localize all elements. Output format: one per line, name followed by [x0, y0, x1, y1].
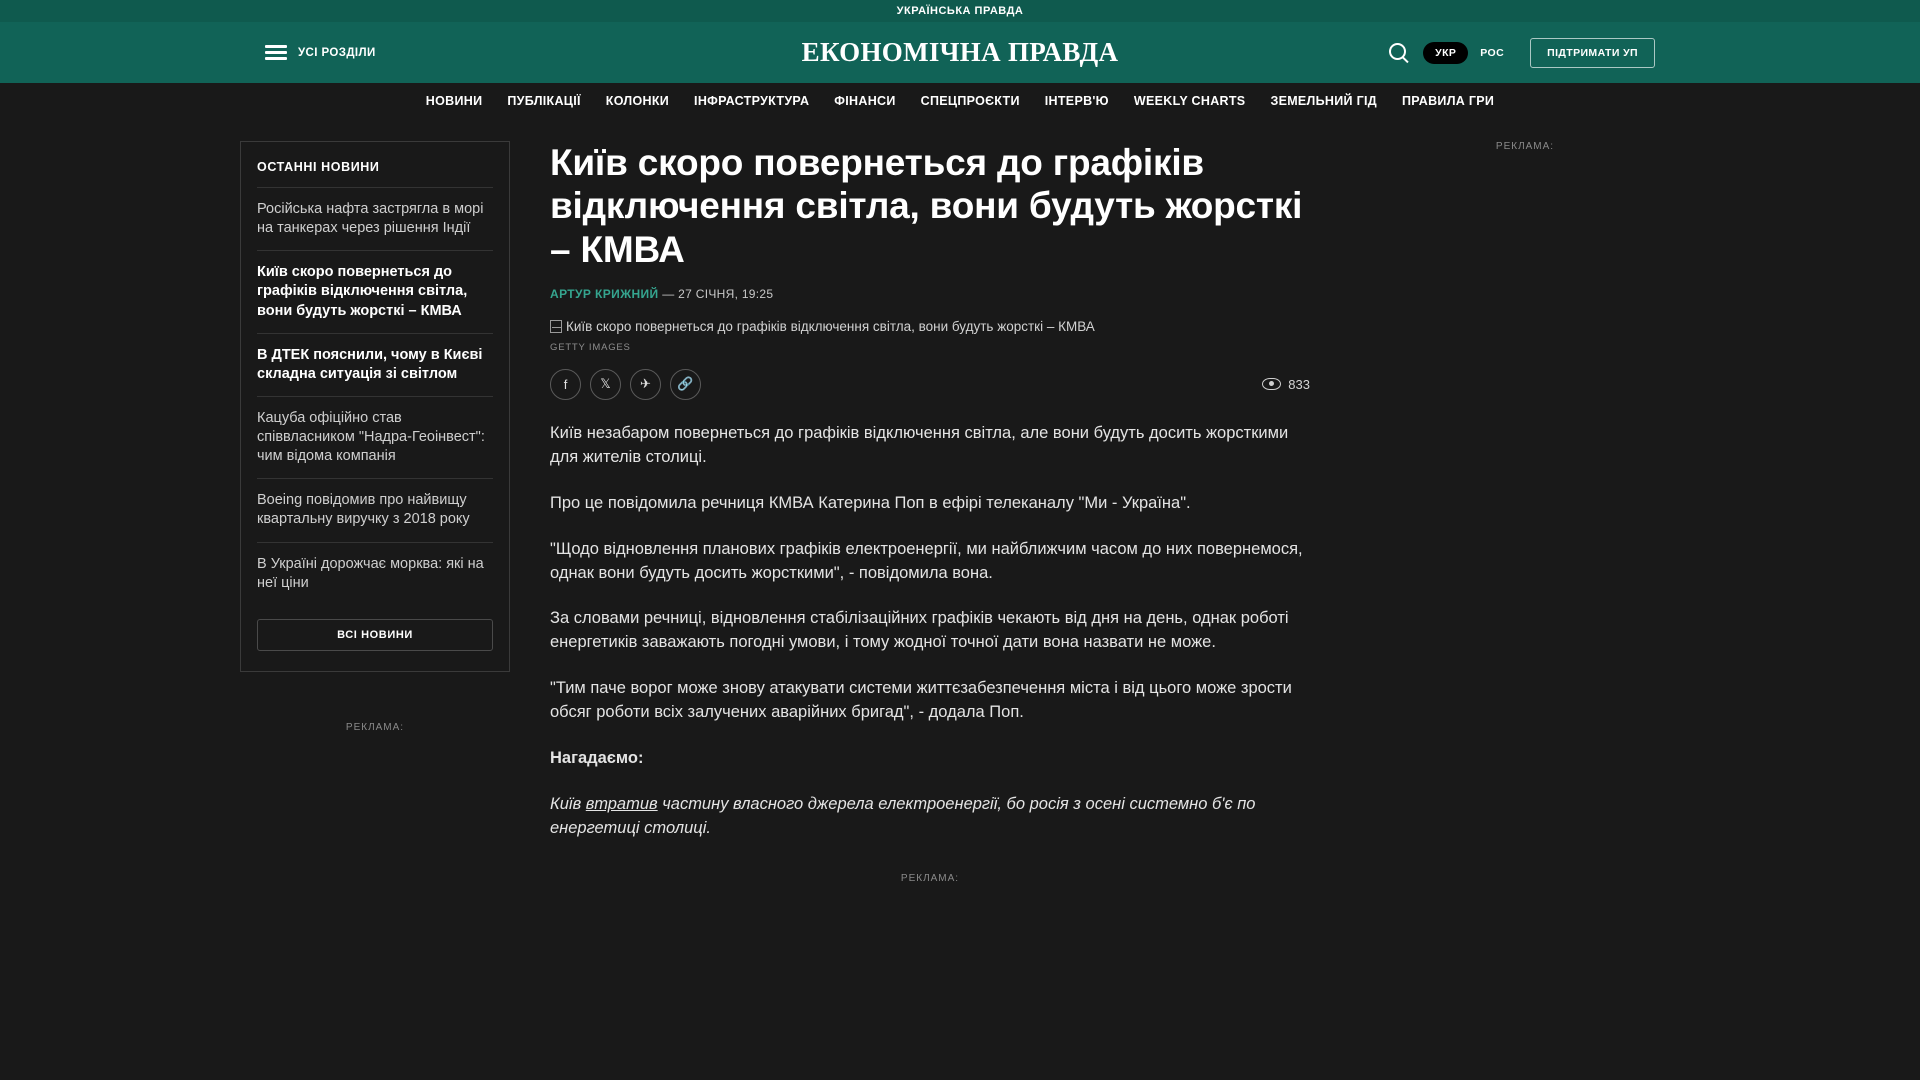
right-rail [1370, 141, 1680, 884]
bottom-ad-label: РЕКЛАМА: [900, 872, 960, 884]
nav-item-finansy[interactable]: ФІНАНСИ [834, 93, 896, 108]
related-text-after: частину власного джерела електроенергії, бо росія з осені системно б'є по енергетиці столиці. [550, 795, 1256, 837]
nav-item-novyny[interactable]: НОВИНИ [425, 93, 483, 108]
all-news-button[interactable]: ВСІ НОВИНИ [257, 619, 493, 651]
article-author[interactable]: АРТУР КРИЖНИЙ [550, 286, 659, 301]
list-item[interactable]: Boeing повідомив про найвищу квартальну виручку з 2018 року [257, 478, 493, 541]
article-body [550, 422, 1310, 841]
article [550, 141, 1310, 884]
related-text-before: Київ [550, 795, 586, 814]
article-paragraph: За словами речниці, відновлення стабілізаційних графіків чекають від дня на день, однак роботі енергетиків заважають погодні умови, і тому жодної точної дати вона назвати не може. [550, 609, 1289, 652]
nav-item-weekly-charts[interactable]: WEEKLY CHARTS [1133, 93, 1246, 108]
nav-item-zemelnyi-gid[interactable]: ЗЕМЕЛЬНИЙ ГІД [1270, 93, 1377, 108]
nav-item-publikacii[interactable]: ПУБЛІКАЦІЇ [507, 93, 581, 108]
share-buttons [550, 369, 701, 400]
site-logo[interactable]: ЕКОНОМІЧНА ПРАВДА [801, 37, 1119, 67]
lang-ru-button[interactable]: РОС [1468, 42, 1516, 64]
x-twitter-icon[interactable]: 𝕏 [590, 369, 621, 400]
list-item[interactable]: В ДТЕК пояснили, чому в Києві складна ситуація зі світлом [257, 333, 493, 396]
right-ad-label: РЕКЛАМА: [1495, 141, 1555, 152]
share-row [550, 369, 1310, 400]
latest-news-title: ОСТАННІ НОВИНИ [257, 160, 380, 174]
language-switcher [1423, 42, 1516, 64]
sidebar-ad-label: РЕКЛАМА: [345, 721, 405, 733]
telegram-icon[interactable]: ✈ [630, 369, 661, 400]
search-icon[interactable] [1389, 43, 1409, 63]
nav-item-kolonky[interactable]: КОЛОНКИ [605, 93, 670, 108]
article-subheading: Нагадаємо: [550, 749, 644, 768]
copy-link-icon[interactable]: 🔗 [670, 369, 701, 400]
hamburger-icon [265, 45, 287, 60]
support-button[interactable]: ПІДТРИМАТИ УП [1530, 38, 1655, 68]
latest-news-box [240, 141, 510, 672]
article-paragraph: "Тим паче ворог може знову атакувати системи життєзабезпечення міста і від цього може зрости обсяг роботи всіх залучених аварійних бригад", - додала Поп. [550, 679, 1292, 722]
page-title: Київ скоро повернеться до графіків відключення світла, вони будуть жорсткі – КМВА [550, 142, 1303, 270]
view-counter [1262, 377, 1310, 392]
related-article-link[interactable]: втратив [585, 795, 658, 814]
nav-item-pravyla-gry[interactable]: ПРАВИЛА ГРИ [1401, 93, 1495, 108]
article-paragraph: "Щодо відновлення планових графіків електроенергії, ми найближчим часом до них повернемося, однак вони будуть досить жорсткими", - повідомила вона. [550, 539, 1303, 582]
lang-uk-button[interactable]: УКР [1423, 42, 1468, 64]
menu-button[interactable] [265, 45, 376, 60]
page-content [0, 119, 1920, 884]
broken-image-icon [550, 320, 562, 333]
network-brand-link[interactable]: УКРАЇНСЬКА ПРАВДА [896, 5, 1024, 17]
masthead-actions [1389, 38, 1655, 68]
main-nav [0, 83, 1920, 119]
byline [550, 287, 1310, 301]
view-count: 833 [1288, 376, 1310, 392]
image-credit: GETTY IMAGES [550, 341, 631, 353]
list-item[interactable]: Російська нафта застрягла в морі на танкерах через рішення Індії [257, 187, 493, 250]
list-item[interactable]: Київ скоро повернеться до графіків відключення світла, вони будуть жорсткі – КМВА [257, 250, 493, 332]
article-paragraph: Київ незабаром повернеться до графіків відключення світла, але вони будуть досить жорсткими для жителів столиці. [550, 423, 1289, 466]
nav-item-infrastruktura[interactable]: ІНФРАСТРУКТУРА [694, 93, 810, 108]
eye-icon [1262, 378, 1281, 390]
article-paragraph: Про це повідомила речниця КМВА Катерина Поп в ефірі телеканалу "Ми - Україна". [550, 493, 1191, 512]
byline-separator: — [662, 286, 675, 301]
sidebar [240, 141, 510, 884]
list-item[interactable]: В Україні дорожчає морква: які на неї ціни [257, 542, 493, 605]
hero-image-placeholder [550, 319, 1310, 334]
list-item[interactable]: Кацуба офіційно став співвласником "Надра-Геоінвест": чим відома компанія [257, 396, 493, 478]
menu-button-label: УСІ РОЗДІЛИ [298, 46, 376, 59]
facebook-icon[interactable]: f [550, 369, 581, 400]
masthead [0, 22, 1920, 83]
hero-image-alt: Київ скоро повернеться до графіків відключення світла, вони будуть жорсткі – КМВА [566, 318, 1095, 334]
article-related-paragraph [550, 793, 1310, 841]
nav-item-interview[interactable]: ІНТЕРВ'Ю [1044, 93, 1109, 108]
nav-item-specproekty[interactable]: СПЕЦПРОЄКТИ [920, 93, 1020, 108]
article-date: 27 СІЧНЯ, 19:25 [678, 286, 774, 301]
top-strip [0, 0, 1920, 22]
